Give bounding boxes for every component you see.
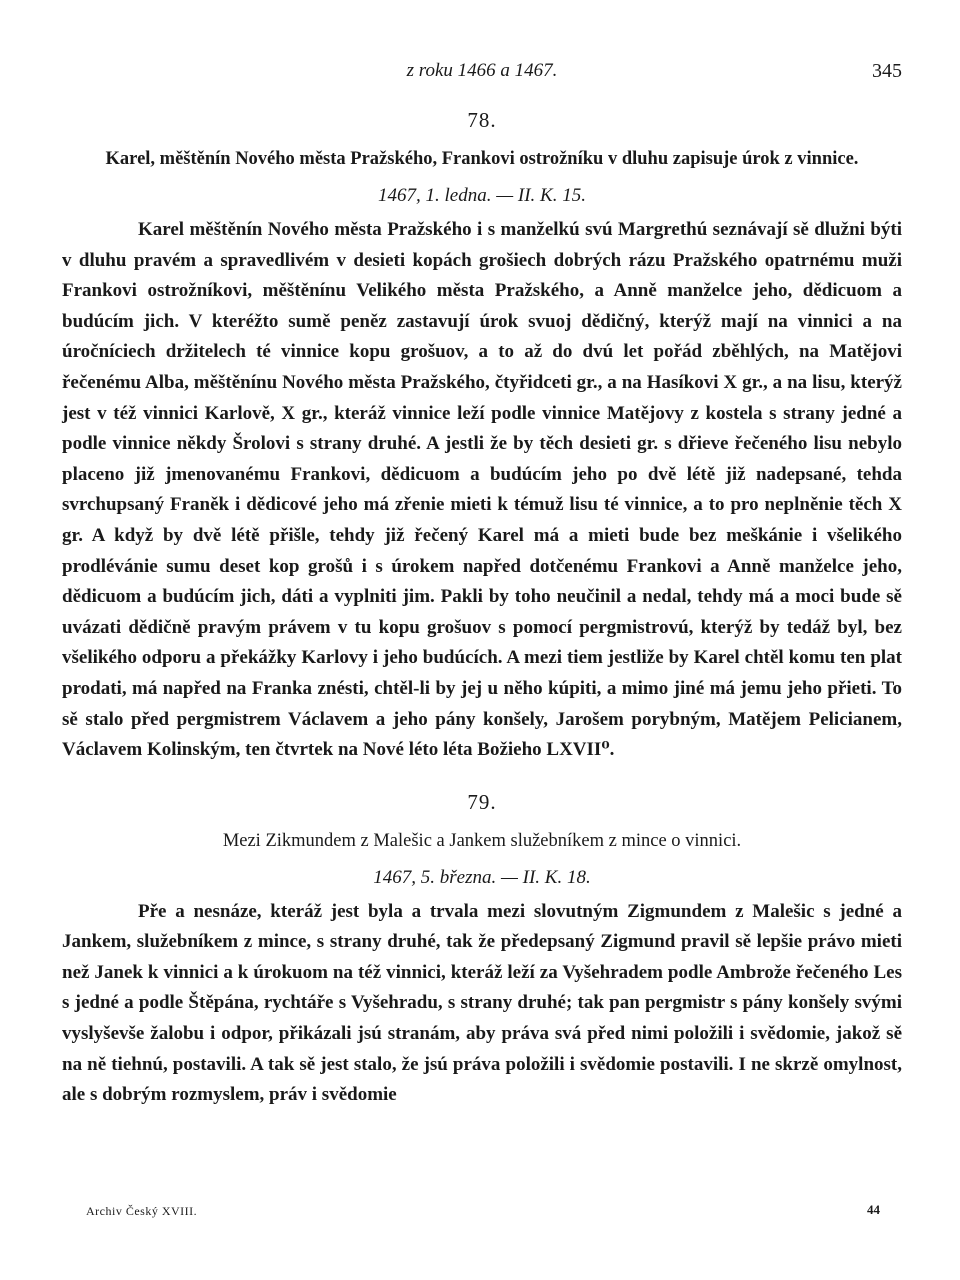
document-regest: Mezi Zikmundem z Malešic a Jankem služebníkem z mince o vinnici. <box>222 830 742 851</box>
document-text: Pře a nesnáze, kteráž jest byla a trvala mezi slovutným Zigmundem z Malešic s jedné a Jankem, služebníkem z mince, s strany druhé, tak že předepsaný Zigmund pravil sě lepšie právo mieti než Janek k vinnici a k úrokuom na též vinnici, kteráž leží za Vyšehradem podle Ambrože řečeného Les s jedné a podle Štěpána, rychtáře s Vyšehradu, s strany druhé; tak pan pergmistr s pány konšely svými vyslyševše žalobu i odpor, přikázali jsú stranám, aby práva svá před nimi položili i svědomie, jakož sě na ně tiehnú, postavili. A tak sě jest stalo, že jsú práva položili i svědomie postavili. I ne skrzě omylnost, ale s dobrým rozmyslem, práv i svědomie <box>62 900 902 1106</box>
sheet-number: 44 <box>867 1202 880 1217</box>
document-79 <box>62 790 902 1111</box>
document-78 <box>62 108 902 766</box>
page-footer <box>86 1202 880 1226</box>
page <box>62 56 902 1111</box>
page-number: 345 <box>872 60 902 82</box>
document-regest: Karel, měštěnín Nového města Pražského, Frankovi ostrožníku v dluhu zapisuje úrok z vinnice. <box>105 149 859 169</box>
document-date: 1467, 1. ledna. — II. K. 15. <box>378 185 586 206</box>
document-number: 79. <box>467 789 497 814</box>
document-text: Karel měštěnín Nového města Pražského i s manželkú svú Margrethú seznávají sě dlužni býti v dluhu pravém a spravedlivém v desieti kopách grošiech dobrých rázu Pražského opatrnému muži Frankovi ostrožníkovi, měštěnínu Velikého města Pražského, a Anně manželce jeho, dědicuom a budúcím jich. V kteréžto sumě peněz zastavují úrok svuoj dědičný, kterýž mají na vinnici a na úročníciech držitelech té vinnice kopu grošuov, a to až do dvú let pořád zběhlých, na Matějovi řečenému Alba, měštěnínu Nového města Pražského, čtyřidceti gr., a na Hasíkovi X gr., a na lisu, kterýž jest v též vinnici Karlově, X gr., kteráž vinnice leží podle vinnice Matějovy z kostela s strany jedné a podle vinnice někdy Šrolovi s strany druhé. A jestli že by těch desieti gr. s dřieve řečeného lisu nebylo placeno již jmenovanému Frankovi, dědicuom a budúcím jeho po dvě létě již nadepsané, tehda svrchupsaný Franěk i dědicové jeho má zřenie mieti k témuž lisu té vinnice, a to pro neplněnie těch X gr. A když by dvě létě přišle, tehdy již řečený Karel má a mieti bude bez meškánie i všelikého prodlévánie sumu deset kop grošů i s úrokem napřed dotčenému Frankovi a Anně manželce jeho, dědicuom a budúcím jich, dáti a vyplniti jim. Pakli by toho neučinil a nedal, tehdy má a moci bude sě uvázati dědičně pravým právem v tu kopu grošuov s pomocí pergmistrovú, kterýž by tedáž byl, bez všelikého odporu a překážky Karlovy i jeho budúcích. A mezi tiem jestliže by Karel chtěl komu ten plat prodati, má napřed na Franka znésti, chtěl-li by jej u něho kúpiti, a mimo jiné má jemu jeho přieti. To sě stalo před pergmistrem Václavem a jeho pány konšely, Jarošem porybným, Matějem Pelicianem, Václavem Kolinským, ten čtvrtek na Nové léto léta Božieho LXVII⁰. <box>62 219 902 761</box>
footer-signature: Archiv Český XVIII. <box>86 1204 198 1218</box>
document-date: 1467, 5. března. — II. K. 18. <box>373 866 591 888</box>
running-title: z roku 1466 a 1467. <box>406 60 558 81</box>
document-number: 78. <box>467 108 497 132</box>
running-head <box>62 56 902 86</box>
